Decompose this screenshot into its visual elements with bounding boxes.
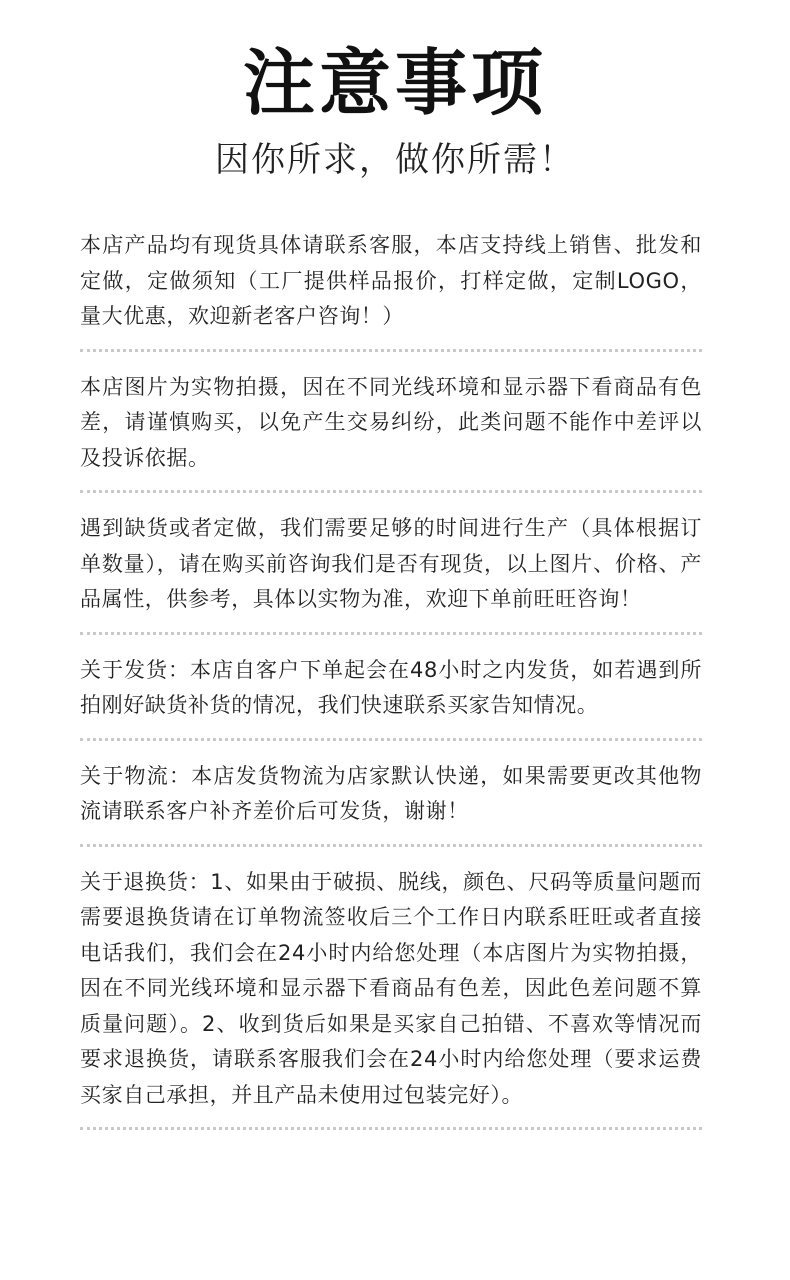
dotted-divider: [80, 632, 702, 635]
page-subtitle: 因你所求，做你所需！: [215, 140, 575, 180]
dotted-divider: [80, 490, 702, 493]
dotted-divider: [80, 1127, 702, 1130]
notice-stock-custom: 本店产品均有现货具体请联系客服，本店支持线上销售、批发和定做，定做须知（工厂提供样品报价，打样定做，定制LOGO，量大优惠，欢迎新老客户咨询！）: [80, 233, 702, 328]
dotted-divider: [80, 738, 702, 741]
notice-sections: [80, 228, 702, 1148]
notice-production-time: 遇到缺货或者定做，我们需要足够的时间进行生产（具体根据订单数量），请在购买前咨询我们是否有现货，以上图片、价格、产品属性，供参考，具体以实物为准，欢迎下单前旺旺咨询！: [80, 516, 702, 611]
notice-color-difference: 本店图片为实物拍摄，因在不同光线环境和显示器下看商品有色差，请谨慎购买，以免产生交易纠纷，此类问题不能作中差评以及投诉依据。: [80, 374, 702, 470]
dotted-divider: [80, 349, 702, 352]
page-title: 注意事项: [242, 41, 547, 125]
notice-logistics: 关于物流：本店发货物流为店家默认快递，如果需要更改其他物流请联系客户补齐差价后可发货，谢谢！: [80, 763, 702, 823]
dotted-divider: [80, 844, 702, 847]
notice-shipping: 关于发货：本店自客户下单起会在48小时之内发货，如若遇到所拍刚好缺货补货的情况，我们快速联系买家告知情况。: [80, 657, 702, 717]
notice-returns: 关于退换货：1、如果由于破损、脱线，颜色、尺码等质量问题而需要退换货请在订单物流签收后三个工作日内联系旺旺或者直接电话我们，我们会在24小时内给您处理（本店图片为实物拍摄，因在不同光线环境和显示器下看商品有色差，因此色差问题不算质量问题）。2、收到货后如果是买家自己拍错、不喜欢等情况而要求退换货，请联系客服我们会在24小时内给您处理（要求运费买家自己承担，并且产品未使用过包装完好）。: [80, 869, 702, 1107]
